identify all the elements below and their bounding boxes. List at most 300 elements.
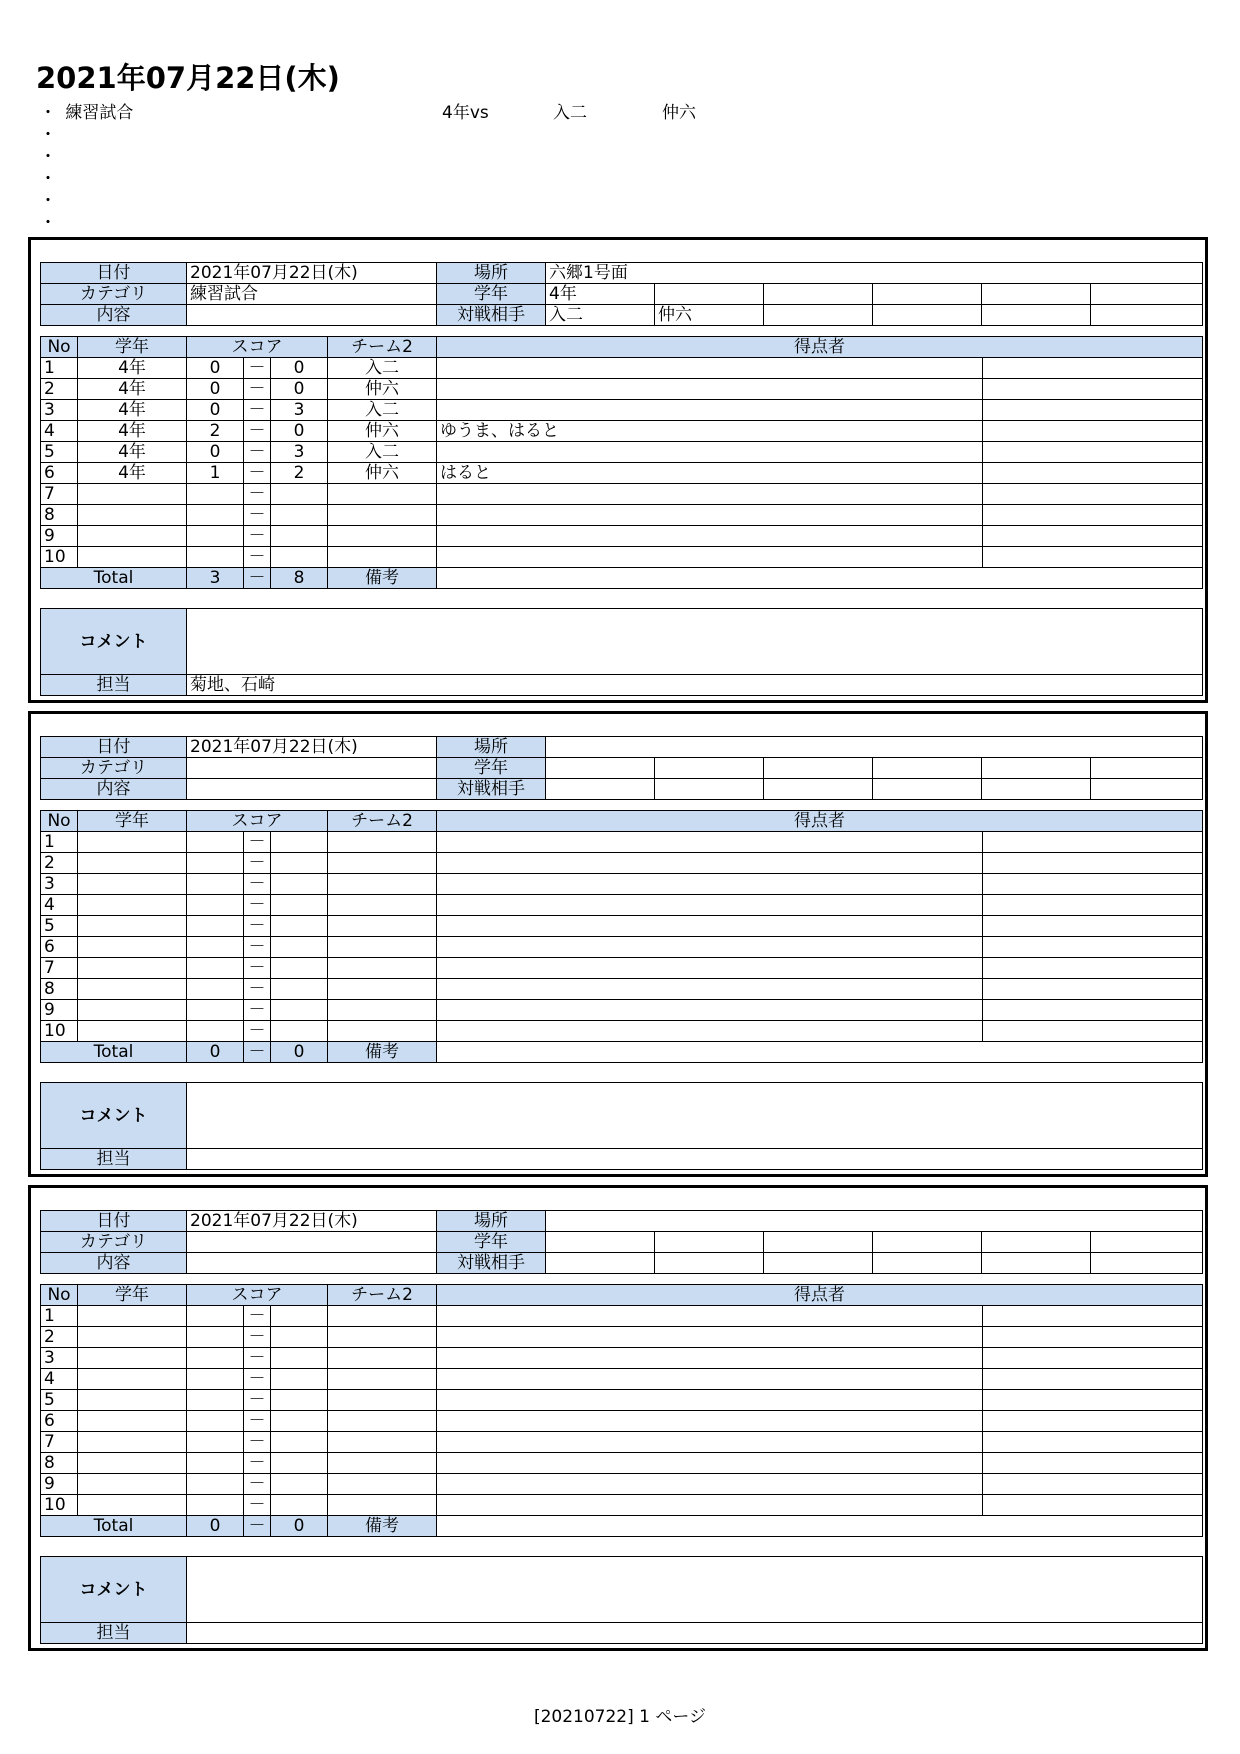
game-no: 10 xyxy=(41,547,78,568)
score-dash: － xyxy=(244,1327,271,1348)
game-no: 5 xyxy=(41,1390,78,1411)
date-value: 2021年07月22日(木) xyxy=(187,1211,437,1232)
game-no: 9 xyxy=(41,1474,78,1495)
game-team2 xyxy=(328,1021,437,1042)
game-scorer xyxy=(437,1474,983,1495)
score-dash: － xyxy=(244,1453,271,1474)
score-away xyxy=(271,1432,328,1453)
score-home xyxy=(187,1453,244,1474)
game-team2 xyxy=(328,526,437,547)
scorer-extra-cell xyxy=(983,547,1203,568)
date-value: 2021年07月22日(木) xyxy=(187,263,437,284)
score-away: 3 xyxy=(271,442,328,463)
remarks-value xyxy=(437,1042,1203,1063)
grade-value xyxy=(546,1232,655,1253)
col-header-scorer: 得点者 xyxy=(437,811,1203,832)
game-team2 xyxy=(328,958,437,979)
opponent-value: 入二 xyxy=(546,305,655,326)
game-grade xyxy=(78,832,187,853)
game-scorer xyxy=(437,895,983,916)
scorer-extra-cell xyxy=(983,379,1203,400)
score-dash: － xyxy=(244,1000,271,1021)
table-row xyxy=(41,1432,1203,1453)
col-header-team2: チーム2 xyxy=(328,337,437,358)
game-no: 5 xyxy=(41,916,78,937)
score-home: 2 xyxy=(187,421,244,442)
game-scorer xyxy=(437,1000,983,1021)
comment-table xyxy=(40,608,1203,696)
game-team2: 入二 xyxy=(328,400,437,421)
date-label: 日付 xyxy=(41,737,187,758)
game-grade xyxy=(78,937,187,958)
table-row xyxy=(41,937,1203,958)
opponent-value xyxy=(1091,779,1203,800)
score-away xyxy=(271,1369,328,1390)
col-header-score: スコア xyxy=(187,337,328,358)
game-no: 7 xyxy=(41,958,78,979)
score-home xyxy=(187,547,244,568)
game-grade xyxy=(78,853,187,874)
date-label: 日付 xyxy=(41,1211,187,1232)
grade-extra-cell xyxy=(873,758,982,779)
date-label: 日付 xyxy=(41,263,187,284)
score-away xyxy=(271,1474,328,1495)
game-grade xyxy=(78,1474,187,1495)
score-home xyxy=(187,1432,244,1453)
remarks-label: 備考 xyxy=(328,568,437,589)
table-row xyxy=(41,979,1203,1000)
comment-label: コメント xyxy=(41,609,187,675)
score-away: 0 xyxy=(271,358,328,379)
comment-label: コメント xyxy=(41,1083,187,1149)
grade-extra-cell xyxy=(655,758,764,779)
table-row xyxy=(41,832,1203,853)
game-grade xyxy=(78,547,187,568)
game-team2 xyxy=(328,1348,437,1369)
score-table xyxy=(40,810,1203,1063)
category-value: 練習試合 xyxy=(187,284,437,305)
score-dash: － xyxy=(244,1348,271,1369)
game-no: 8 xyxy=(41,979,78,1000)
scorer-extra-cell xyxy=(983,1411,1203,1432)
grade-extra-cell xyxy=(873,1232,982,1253)
col-header-score: スコア xyxy=(187,811,328,832)
grade-extra-cell xyxy=(764,758,873,779)
score-away xyxy=(271,832,328,853)
grade-extra-cell xyxy=(1091,1232,1203,1253)
game-scorer: ゆうま、はると xyxy=(437,421,983,442)
content-value xyxy=(187,305,437,326)
game-team2 xyxy=(328,1432,437,1453)
game-grade: 4年 xyxy=(78,442,187,463)
comment-value xyxy=(187,1557,1203,1623)
game-no: 9 xyxy=(41,1000,78,1021)
table-row xyxy=(41,1495,1203,1516)
total-away: 8 xyxy=(271,568,328,589)
score-home: 0 xyxy=(187,442,244,463)
total-home: 0 xyxy=(187,1516,244,1537)
game-grade: 4年 xyxy=(78,379,187,400)
score-home xyxy=(187,1474,244,1495)
score-away xyxy=(271,505,328,526)
col-header-no: No xyxy=(41,811,78,832)
score-home xyxy=(187,1021,244,1042)
table-row xyxy=(41,1021,1203,1042)
score-home xyxy=(187,1348,244,1369)
score-table xyxy=(40,1284,1203,1537)
scorer-extra-cell xyxy=(983,484,1203,505)
bullet-text: 練習試合 xyxy=(65,103,134,123)
score-dash: － xyxy=(244,832,271,853)
score-dash: － xyxy=(244,937,271,958)
game-team2 xyxy=(328,1000,437,1021)
place-value xyxy=(546,1211,1203,1232)
game-scorer xyxy=(437,1390,983,1411)
score-away: 3 xyxy=(271,400,328,421)
game-team2 xyxy=(328,937,437,958)
score-dash: － xyxy=(244,1021,271,1042)
col-header-team2: チーム2 xyxy=(328,1285,437,1306)
scorer-extra-cell xyxy=(983,1390,1203,1411)
game-grade xyxy=(78,505,187,526)
game-team2 xyxy=(328,874,437,895)
score-home xyxy=(187,1369,244,1390)
game-team2 xyxy=(328,895,437,916)
grade-extra-cell xyxy=(655,284,764,305)
game-scorer xyxy=(437,937,983,958)
page-footer: [20210722] 1 ページ xyxy=(533,1707,707,1727)
game-grade xyxy=(78,484,187,505)
game-grade: 4年 xyxy=(78,421,187,442)
comment-value xyxy=(187,609,1203,675)
score-away xyxy=(271,1390,328,1411)
place-label: 場所 xyxy=(437,263,546,284)
person-label: 担当 xyxy=(41,1149,187,1170)
score-away xyxy=(271,958,328,979)
col-header-scorer: 得点者 xyxy=(437,337,1203,358)
game-grade xyxy=(78,526,187,547)
game-scorer xyxy=(437,853,983,874)
score-home xyxy=(187,895,244,916)
game-team2 xyxy=(328,1306,437,1327)
game-grade xyxy=(78,1369,187,1390)
info-table xyxy=(40,262,1203,326)
score-away xyxy=(271,1021,328,1042)
person-label: 担当 xyxy=(41,1623,187,1644)
opponent-value xyxy=(764,779,873,800)
total-dash: － xyxy=(244,1042,271,1063)
game-scorer xyxy=(437,1495,983,1516)
score-dash: － xyxy=(244,526,271,547)
scorer-extra-cell xyxy=(983,526,1203,547)
game-no: 7 xyxy=(41,1432,78,1453)
total-away: 0 xyxy=(271,1516,328,1537)
grade-extra-cell xyxy=(982,1232,1091,1253)
bullet-dot: ・ xyxy=(39,213,57,233)
remarks-value xyxy=(437,1516,1203,1537)
scorer-extra-cell xyxy=(983,853,1203,874)
game-team2 xyxy=(328,547,437,568)
game-no: 8 xyxy=(41,1453,78,1474)
score-away xyxy=(271,1495,328,1516)
scorer-extra-cell xyxy=(983,400,1203,421)
scorer-extra-cell xyxy=(983,505,1203,526)
score-dash: － xyxy=(244,1432,271,1453)
game-team2 xyxy=(328,1390,437,1411)
game-scorer xyxy=(437,358,983,379)
game-team2: 入二 xyxy=(328,358,437,379)
bullet-dot: ・ xyxy=(39,191,57,211)
comment-label: コメント xyxy=(41,1557,187,1623)
scorer-extra-cell xyxy=(983,979,1203,1000)
game-no: 4 xyxy=(41,421,78,442)
match-card xyxy=(28,1185,1208,1651)
score-home: 1 xyxy=(187,463,244,484)
game-no: 8 xyxy=(41,505,78,526)
col-header-grade: 学年 xyxy=(78,811,187,832)
bullet-dot: ・ xyxy=(39,169,57,189)
scorer-extra-cell xyxy=(983,1453,1203,1474)
score-away xyxy=(271,895,328,916)
total-label: Total xyxy=(41,1516,187,1537)
opponent-value xyxy=(982,1253,1091,1274)
game-scorer xyxy=(437,1327,983,1348)
opponent-value xyxy=(546,779,655,800)
game-scorer xyxy=(437,1306,983,1327)
grade-extra-cell xyxy=(764,1232,873,1253)
score-away: 2 xyxy=(271,463,328,484)
game-team2: 仲六 xyxy=(328,421,437,442)
game-no: 1 xyxy=(41,358,78,379)
game-grade xyxy=(78,979,187,1000)
category-value xyxy=(187,1232,437,1253)
game-scorer xyxy=(437,526,983,547)
score-dash: － xyxy=(244,979,271,1000)
game-grade: 4年 xyxy=(78,463,187,484)
score-away xyxy=(271,1411,328,1432)
grade-extra-cell xyxy=(1091,284,1203,305)
scorer-extra-cell xyxy=(983,832,1203,853)
game-no: 9 xyxy=(41,526,78,547)
content-label: 内容 xyxy=(41,305,187,326)
page-title: 2021年07月22日(木) xyxy=(36,61,340,95)
date-value: 2021年07月22日(木) xyxy=(187,737,437,758)
game-grade: 4年 xyxy=(78,400,187,421)
score-away: 0 xyxy=(271,421,328,442)
game-team2 xyxy=(328,1411,437,1432)
score-home xyxy=(187,979,244,1000)
score-home xyxy=(187,916,244,937)
score-home xyxy=(187,874,244,895)
game-no: 10 xyxy=(41,1021,78,1042)
col-header-score: スコア xyxy=(187,1285,328,1306)
table-row xyxy=(41,547,1203,568)
game-grade xyxy=(78,1327,187,1348)
col-header-grade: 学年 xyxy=(78,337,187,358)
table-row xyxy=(41,1000,1203,1021)
game-team2: 仲六 xyxy=(328,463,437,484)
table-row xyxy=(41,505,1203,526)
score-table xyxy=(40,336,1203,589)
comment-value xyxy=(187,1083,1203,1149)
game-no: 6 xyxy=(41,937,78,958)
score-away: 0 xyxy=(271,379,328,400)
game-no: 1 xyxy=(41,1306,78,1327)
scorer-extra-cell xyxy=(983,874,1203,895)
game-no: 1 xyxy=(41,832,78,853)
score-home xyxy=(187,526,244,547)
opponent-value xyxy=(873,1253,982,1274)
col-header-no: No xyxy=(41,337,78,358)
game-grade xyxy=(78,1411,187,1432)
table-row xyxy=(41,916,1203,937)
person-value xyxy=(187,1149,1203,1170)
table-row xyxy=(41,874,1203,895)
table-row xyxy=(41,1411,1203,1432)
scorer-extra-cell xyxy=(983,358,1203,379)
score-dash: － xyxy=(244,916,271,937)
game-scorer xyxy=(437,1348,983,1369)
game-grade xyxy=(78,1348,187,1369)
game-grade xyxy=(78,958,187,979)
score-away xyxy=(271,547,328,568)
game-grade xyxy=(78,1390,187,1411)
scorer-extra-cell xyxy=(983,463,1203,484)
table-row xyxy=(41,400,1203,421)
score-dash: － xyxy=(244,484,271,505)
score-home xyxy=(187,1495,244,1516)
score-dash: － xyxy=(244,547,271,568)
grade-label: 学年 xyxy=(437,758,546,779)
game-no: 2 xyxy=(41,379,78,400)
content-label: 内容 xyxy=(41,779,187,800)
game-grade xyxy=(78,1000,187,1021)
score-away xyxy=(271,874,328,895)
grade-extra-cell xyxy=(982,758,1091,779)
person-value: 菊地、石崎 xyxy=(187,675,1203,696)
table-row xyxy=(41,1453,1203,1474)
score-dash: － xyxy=(244,442,271,463)
game-grade xyxy=(78,874,187,895)
game-grade xyxy=(78,916,187,937)
game-no: 3 xyxy=(41,874,78,895)
score-dash: － xyxy=(244,379,271,400)
score-away xyxy=(271,916,328,937)
scorer-extra-cell xyxy=(983,1369,1203,1390)
game-scorer xyxy=(437,1021,983,1042)
summary-opponent-2: 仲六 xyxy=(662,103,696,123)
category-value xyxy=(187,758,437,779)
table-row xyxy=(41,895,1203,916)
score-home: 0 xyxy=(187,379,244,400)
remarks-label: 備考 xyxy=(328,1516,437,1537)
game-no: 6 xyxy=(41,1411,78,1432)
score-home xyxy=(187,958,244,979)
score-away xyxy=(271,1453,328,1474)
info-table xyxy=(40,1210,1203,1274)
col-header-scorer: 得点者 xyxy=(437,1285,1203,1306)
scorer-extra-cell xyxy=(983,1327,1203,1348)
match-card xyxy=(28,237,1208,703)
scorer-extra-cell xyxy=(983,1000,1203,1021)
game-no: 4 xyxy=(41,1369,78,1390)
opponent-value: 仲六 xyxy=(655,305,764,326)
game-scorer: はると xyxy=(437,463,983,484)
total-dash: － xyxy=(244,568,271,589)
game-no: 10 xyxy=(41,1495,78,1516)
score-dash: － xyxy=(244,400,271,421)
game-scorer xyxy=(437,547,983,568)
score-away xyxy=(271,1348,328,1369)
game-grade xyxy=(78,1453,187,1474)
game-no: 6 xyxy=(41,463,78,484)
scorer-extra-cell xyxy=(983,937,1203,958)
scorer-extra-cell xyxy=(983,442,1203,463)
category-label: カテゴリ xyxy=(41,1232,187,1253)
grade-value xyxy=(546,758,655,779)
game-team2 xyxy=(328,484,437,505)
score-away xyxy=(271,1306,328,1327)
game-team2: 仲六 xyxy=(328,379,437,400)
comment-table xyxy=(40,1556,1203,1644)
scorer-extra-cell xyxy=(983,916,1203,937)
match-card xyxy=(28,711,1208,1177)
game-scorer xyxy=(437,1411,983,1432)
opponent-value xyxy=(982,305,1091,326)
score-away xyxy=(271,937,328,958)
table-row xyxy=(41,442,1203,463)
game-no: 7 xyxy=(41,484,78,505)
game-grade xyxy=(78,1432,187,1453)
grade-extra-cell xyxy=(1091,758,1203,779)
game-scorer xyxy=(437,979,983,1000)
table-row xyxy=(41,1474,1203,1495)
score-dash: － xyxy=(244,1411,271,1432)
game-scorer xyxy=(437,505,983,526)
game-grade xyxy=(78,1306,187,1327)
game-no: 4 xyxy=(41,895,78,916)
grade-extra-cell xyxy=(873,284,982,305)
score-dash: － xyxy=(244,895,271,916)
bullet-dot: ・ xyxy=(39,103,57,123)
score-dash: － xyxy=(244,505,271,526)
table-row xyxy=(41,1306,1203,1327)
game-scorer xyxy=(437,484,983,505)
opponent-value xyxy=(1091,305,1203,326)
person-value xyxy=(187,1623,1203,1644)
opponent-label: 対戦相手 xyxy=(437,779,546,800)
game-scorer xyxy=(437,1369,983,1390)
score-dash: － xyxy=(244,1306,271,1327)
scorer-extra-cell xyxy=(983,1432,1203,1453)
table-row xyxy=(41,526,1203,547)
place-value: 六郷1号面 xyxy=(546,263,1203,284)
game-team2 xyxy=(328,1327,437,1348)
table-row xyxy=(41,1348,1203,1369)
score-away xyxy=(271,1000,328,1021)
place-label: 場所 xyxy=(437,1211,546,1232)
opponent-value xyxy=(873,779,982,800)
opponent-label: 対戦相手 xyxy=(437,1253,546,1274)
game-no: 2 xyxy=(41,853,78,874)
score-dash: － xyxy=(244,463,271,484)
table-row xyxy=(41,1369,1203,1390)
score-away xyxy=(271,484,328,505)
place-label: 場所 xyxy=(437,737,546,758)
game-team2 xyxy=(328,1474,437,1495)
bullet-dot: ・ xyxy=(39,147,57,167)
total-home: 3 xyxy=(187,568,244,589)
